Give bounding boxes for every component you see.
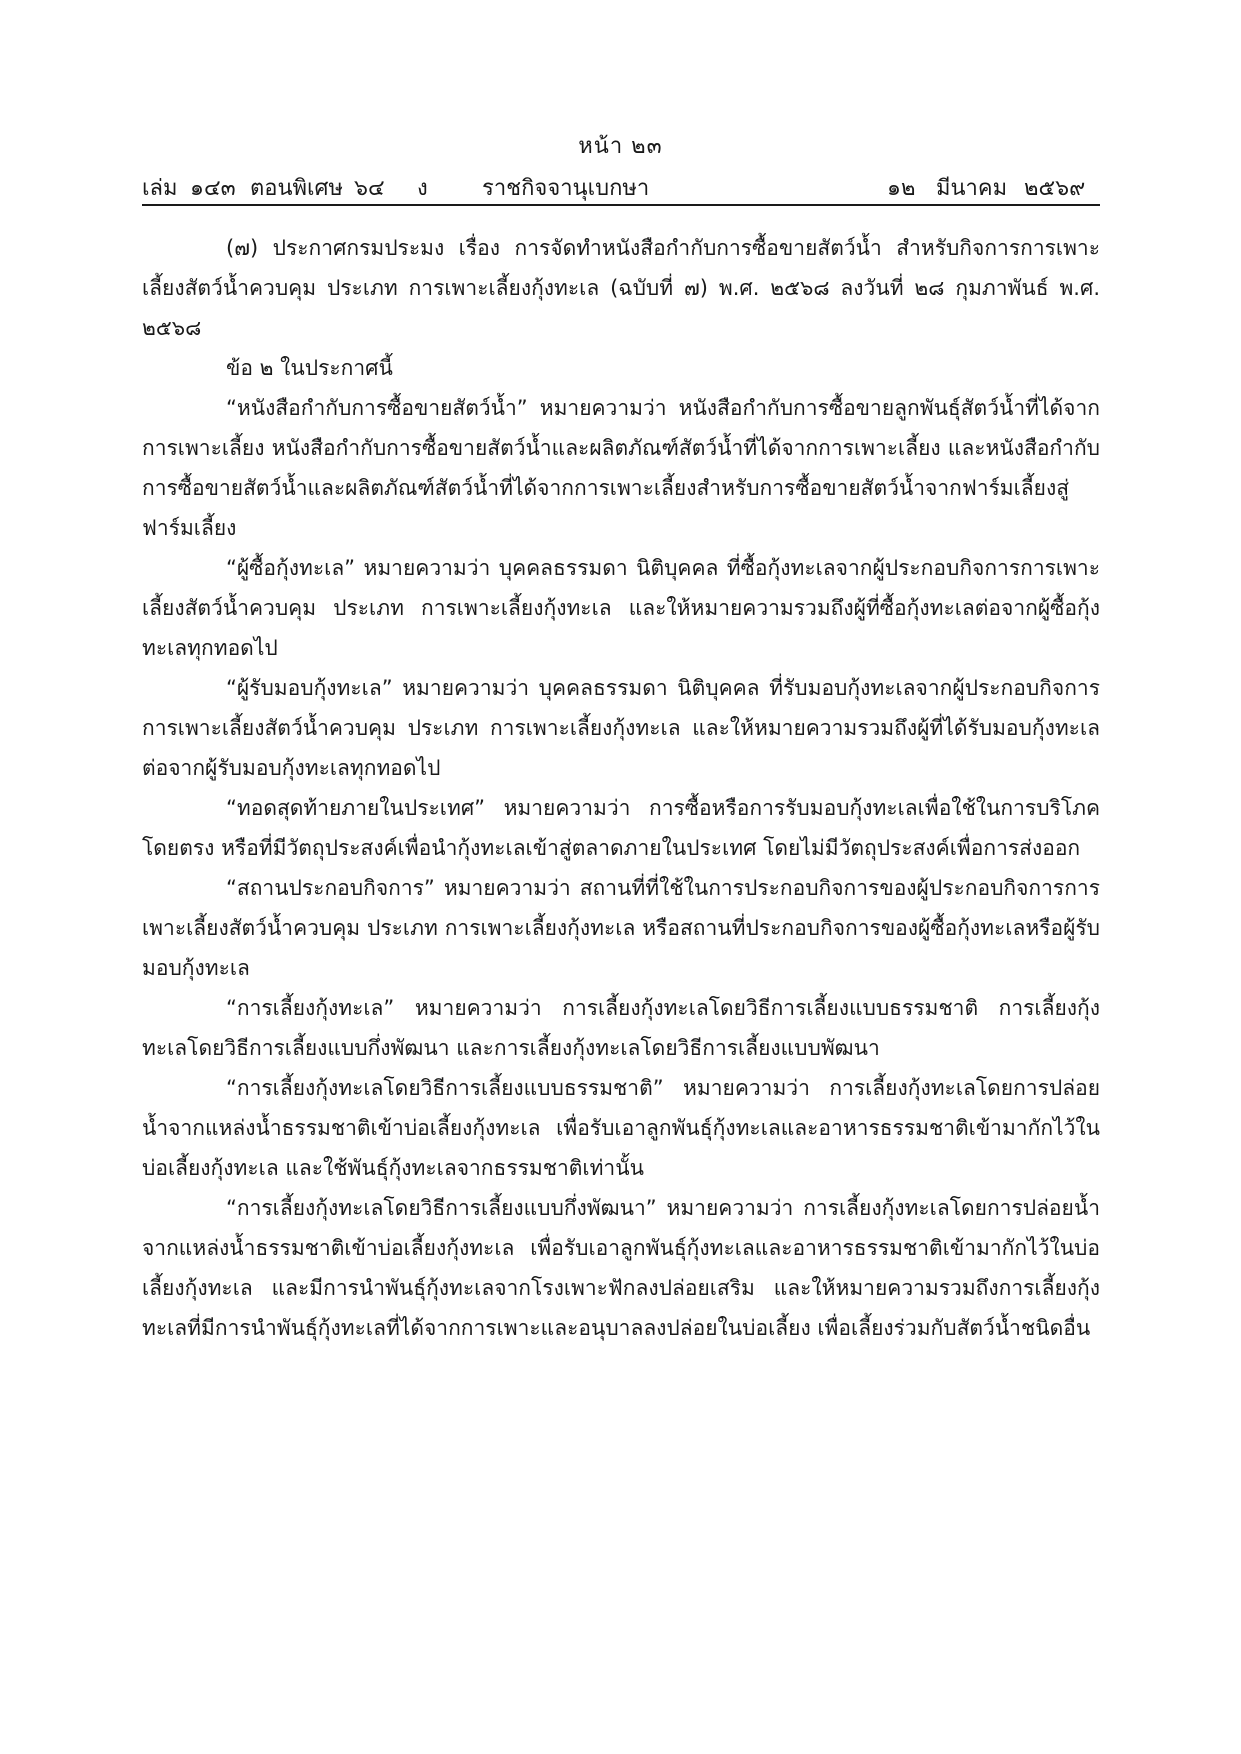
header-divider bbox=[142, 204, 1100, 206]
document-body bbox=[142, 228, 1100, 1348]
definition-trade-document: “หนังสือกำกับการซื้อขายสัตว์น้ำ” หมายความว่า หนังสือกำกับการซื้อขายลูกพันธุ์สัตว์น้ำที่ได้จากการเพาะเลี้ยง หนังสือกำกับการซื้อขายสัตว์น้ำและผลิตภัณฑ์สัตว์น้ำที่ได้จากการเพาะเลี้ยง และหนังสือกำกับการซื้อขายสัตว์น้ำและผลิตภัณฑ์สัตว์น้ำที่ได้จากการเพาะเลี้ยงสำหรับการซื้อขายสัตว์น้ำจากฟาร์มเลี้ยงสู่ฟาร์มเลี้ยง bbox=[142, 396, 1100, 540]
gazette-header bbox=[142, 170, 1100, 200]
clause-7-announcement: (๗) ประกาศกรมประมง เรื่อง การจัดทำหนังสือกำกับการซื้อขายสัตว์น้ำ สำหรับกิจการการเพาะเลี้ยงสัตว์น้ำควบคุม ประเภท การเพาะเลี้ยงกุ้งทะเล (ฉบับที่ ๗) พ.ศ. ๒๕๖๘ ลงวันที่ ๒๘ กุมภาพันธ์ พ.ศ. ๒๕๖๘ bbox=[142, 236, 1100, 340]
page-number: หน้า ๒๓ bbox=[578, 134, 663, 159]
publication-name: ราชกิจจานุเบกษา bbox=[482, 176, 650, 201]
section-letter: ง bbox=[417, 176, 428, 201]
volume-label: เล่ม bbox=[142, 176, 178, 201]
definition-shrimp-buyer: “ผู้ซื้อกุ้งทะเล” หมายความว่า บุคคลธรรมดา นิติบุคคล ที่ซื้อกุ้งทะเลจากผู้ประกอบกิจการการเพาะเลี้ยงสัตว์น้ำควบคุม ประเภท การเพาะเลี้ยงกุ้งทะเล และให้หมายความรวมถึงผู้ที่ซื้อกุ้งทะเลต่อจากผู้ซื้อกุ้งทะเลทุกทอดไป bbox=[142, 556, 1100, 660]
date-year: ๒๕๖๙ bbox=[1024, 176, 1086, 201]
article-2-heading: ข้อ ๒ ในประกาศนี้ bbox=[226, 356, 393, 380]
definition-natural-farming: “การเลี้ยงกุ้งทะเลโดยวิธีการเลี้ยงแบบธรรมชาติ” หมายความว่า การเลี้ยงกุ้งทะเลโดยการปล่อยน้ำจากแหล่งน้ำธรรมชาติเข้าบ่อเลี้ยงกุ้งทะเล เพื่อรับเอาลูกพันธุ์กุ้งทะเลและอาหารธรรมชาติเข้ามากักไว้ในบ่อเลี้ยงกุ้งทะเล และใช้พันธุ์กุ้งทะเลจากธรรมชาติเท่านั้น bbox=[142, 1076, 1100, 1180]
date-month: มีนาคม bbox=[936, 176, 1008, 201]
section-label: ตอนพิเศษ bbox=[250, 176, 344, 201]
definition-semi-intensive-farming: “การเลี้ยงกุ้งทะเลโดยวิธีการเลี้ยงแบบกึ่งพัฒนา” หมายความว่า การเลี้ยงกุ้งทะเลโดยการปล่อยน้ำจากแหล่งน้ำธรรมชาติเข้าบ่อเลี้ยงกุ้งทะเล เพื่อรับเอาลูกพันธุ์กุ้งทะเลและอาหารธรรมชาติเข้ามากักไว้ในบ่อเลี้ยงกุ้งทะเล และมีการนำพันธุ์กุ้งทะเลจากโรงเพาะฟักลงปล่อยเสริม และให้หมายความรวมถึงการเลี้ยงกุ้งทะเลที่มีการนำพันธุ์กุ้งทะเลที่ได้จากการเพาะและอนุบาลลงปล่อยในบ่อเลี้ยง เพื่อเลี้ยงร่วมกับสัตว์น้ำชนิดอื่น bbox=[142, 1196, 1100, 1340]
definition-business-premises: “สถานประกอบกิจการ” หมายความว่า สถานที่ที่ใช้ในการประกอบกิจการของผู้ประกอบกิจการการเพาะเลี้ยงสัตว์น้ำควบคุม ประเภท การเพาะเลี้ยงกุ้งทะเล หรือสถานที่ประกอบกิจการของผู้ซื้อกุ้งทะเลหรือผู้รับมอบกุ้งทะเล bbox=[142, 876, 1100, 980]
volume-number: ๑๔๓ bbox=[190, 176, 236, 201]
section-number: ๖๔ bbox=[354, 176, 385, 201]
definition-shrimp-recipient: “ผู้รับมอบกุ้งทะเล” หมายความว่า บุคคลธรรมดา นิติบุคคล ที่รับมอบกุ้งทะเลจากผู้ประกอบกิจการการเพาะเลี้ยงสัตว์น้ำควบคุม ประเภท การเพาะเลี้ยงกุ้งทะเล และให้หมายความรวมถึงผู้ที่ได้รับมอบกุ้งทะเลต่อจากผู้รับมอบกุ้งทะเลทุกทอดไป bbox=[142, 676, 1100, 780]
date-day: ๑๒ bbox=[887, 176, 916, 201]
definition-final-domestic-stage: “ทอดสุดท้ายภายในประเทศ” หมายความว่า การซื้อหรือการรับมอบกุ้งทะเลเพื่อใช้ในการบริโภคโดยตรง หรือที่มีวัตถุประสงค์เพื่อนำกุ้งทะเลเข้าสู่ตลาดภายในประเทศ โดยไม่มีวัตถุประสงค์เพื่อการส่งออก bbox=[142, 796, 1100, 860]
definition-shrimp-farming: “การเลี้ยงกุ้งทะเล” หมายความว่า การเลี้ยงกุ้งทะเลโดยวิธีการเลี้ยงแบบธรรมชาติ การเลี้ยงกุ้งทะเลโดยวิธีการเลี้ยงแบบกึ่งพัฒนา และการเลี้ยงกุ้งทะเลโดยวิธีการเลี้ยงแบบพัฒนา bbox=[142, 996, 1100, 1060]
